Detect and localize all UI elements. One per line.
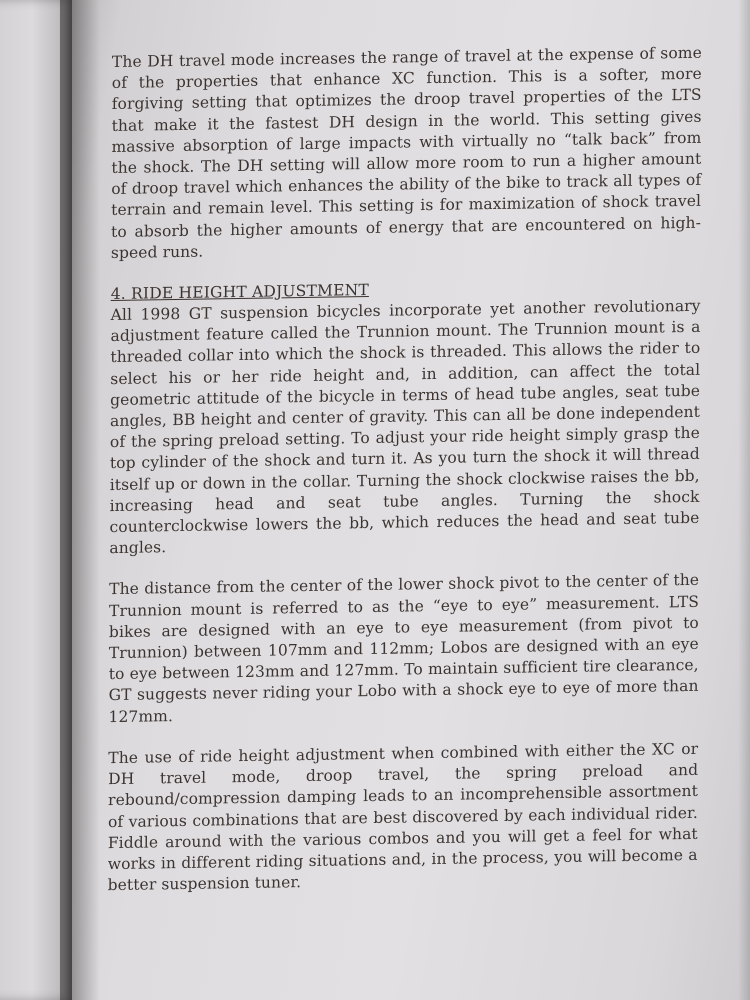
section-heading-ride-height: 4. RIDE HEIGHT ADJUSTMENT [110,281,369,304]
book-gutter-shadow [60,0,100,1000]
eye-to-eye-paragraph: The distance from the center of the lower shock pivot to the center of the Trunnion mount is referred to as the “eye to eye” measurement. LTS bikes are designed with an eye to eye measurement (from pivot to Trunnion) between 107mm and 112mm; Lobos are designed with an eye to eye between 123mm and 127mm. To maintain sufficient tire clearance, GT suggests never riding your Lobo with a shock eye to eye of more than 127mm. [108,571,700,726]
ride-height-paragraph: All 1998 GT suspension bicycles incorporate yet another revolutionary adjustment feature called the Trunnion mount. The Trunnion mount is a threaded collar into which the shock is threaded. This allows the rider to select his or her ride height and, in addition, can affect the total geometric attitude of the bicycle in terms of head tube angles, seat tube angles, BB height and center of gravity. This can all be done independent of the spring preload setting. To adjust your ride height simply grasp the top cylinder of the shock and turn it. As you turn the shock it will thread itself up or down in the collar. Turning the shock clockwise raises the bb, increasing head and seat tube angles. Turning the shock counterclockwise lowers the bb, which reduces the head and seat tube angles. [109,296,701,558]
combination-paragraph: The use of ride height adjustment when combined with either the XC or DH travel mode, droop travel, the spring preload and rebound/compression damping leads to an incomprehensible assortment of various combinations that are best discovered by each individual rider. Fiddle around with the various combos and you will get a feel for what works in different riding situations and, in the process, you will become a better suspension tuner. [107,739,699,895]
page-text-body [108,43,702,897]
page-edge-shadow [738,0,750,1000]
intro-paragraph: The DH travel mode increases the range of travel at the expense of some of the properties that enhance XC function. This is a softer, more forgiving setting that optimizes the droop travel properties of the LTS that make it the fastest DH design in the world. This setting gives massive absorption of large impacts with virtually no “talk back” from the shock. The DH setting will allow more room to run a higher amount of droop travel which enhances the ability of the bike to track all types of terrain and remain level. This setting is for maximization of shock travel to absorb the higher amounts of energy that are encountered on high-speed runs. [110,43,702,262]
